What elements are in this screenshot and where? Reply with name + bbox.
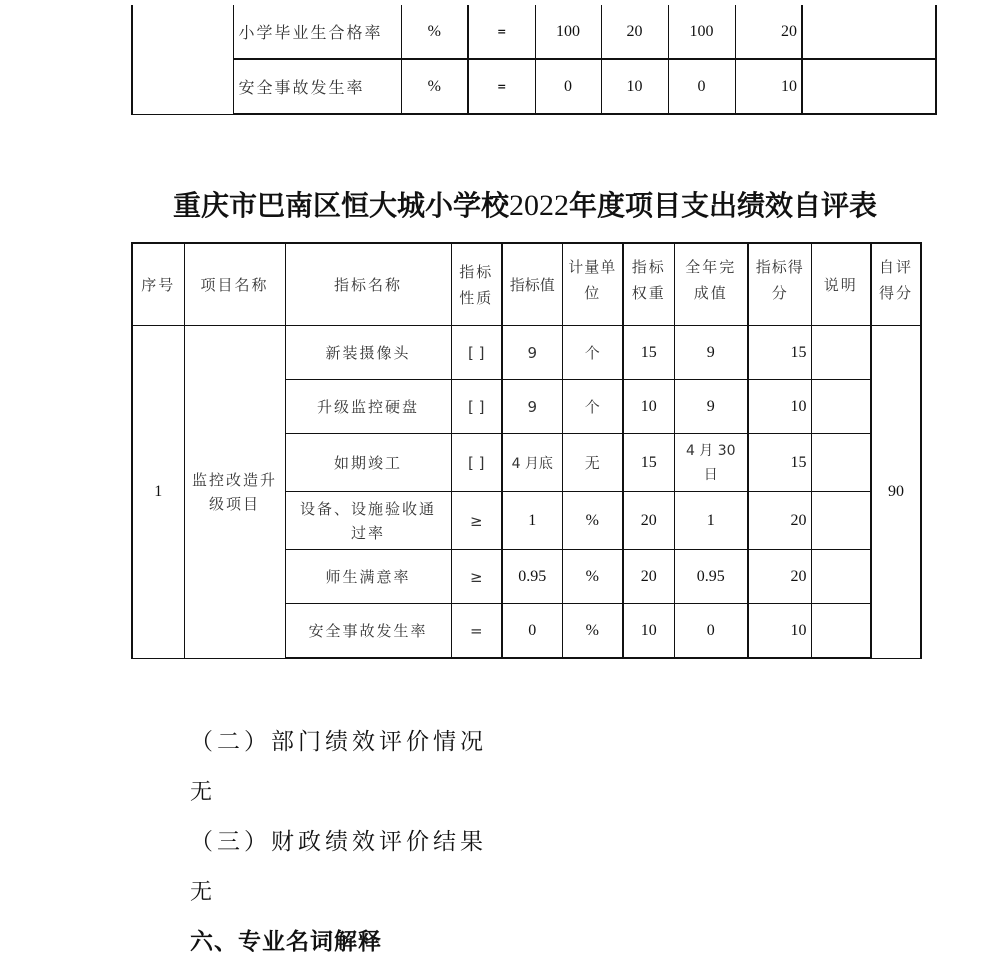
header-note: 说明 [811,243,871,326]
target-cell: 0 [535,59,601,114]
header-unit-line2: 位 [584,283,601,302]
score-cell: 15 [748,434,811,492]
project-name-line1: 监控改造升 [191,470,277,489]
performance-table [131,242,922,659]
header-score [748,243,811,326]
note-cell [811,326,871,380]
header-project-name: 项目名称 [184,243,285,326]
score-cell: 20 [748,492,811,550]
actual-cell: 0.95 [674,550,748,604]
score-cell: 10 [748,380,811,434]
table-row [132,5,936,59]
header-weight-line1: 指标 [631,257,666,276]
nature-cell: = [468,59,535,114]
nature-cell: [ ] [451,434,502,492]
seq-cell: 1 [132,326,184,659]
indicator-cell: 新装摄像头 [285,326,451,380]
actual-cell: 100 [668,5,735,59]
actual-cell: 9 [674,380,748,434]
nature-cell: ≥ [451,550,502,604]
note-cell [802,5,936,59]
unit-cell: 无 [562,434,623,492]
header-score-line2: 分 [771,283,788,302]
indicator-cell: 安全事故发生率 [285,604,451,659]
target-cell: 9 [502,380,562,434]
dept-eval-body: 无 [190,780,213,805]
weight-cell: 15 [623,326,674,380]
header-actual-line1: 全年完 [685,257,737,276]
weight-cell: 10 [623,604,674,659]
target-cell: 0 [502,604,562,659]
nature-cell: ≥ [451,492,502,550]
indicator-cell [285,492,451,550]
project-name-cell [184,326,285,659]
target-cell: 100 [535,5,601,59]
finance-eval-heading: （三）财政绩效评价结果 [190,829,487,855]
weight-cell: 20 [601,5,668,59]
header-self-score-line2: 得分 [878,283,913,302]
indicator-line1: 设备、设施验收通 [299,499,436,518]
unit-cell: % [562,492,623,550]
actual-cell: 9 [674,326,748,380]
header-actual [674,243,748,326]
header-actual-line2: 成值 [693,283,728,302]
unit-cell: 个 [562,380,623,434]
actual-cell: 0 [668,59,735,114]
unit-cell: % [562,604,623,659]
note-cell [811,492,871,550]
weight-cell: 20 [623,492,674,550]
note-cell [811,550,871,604]
unit-cell: % [401,5,468,59]
nature-cell: [ ] [451,380,502,434]
unit-cell: 个 [562,326,623,380]
header-weight-line2: 权重 [631,283,666,302]
header-unit-line1: 计量单 [568,257,617,276]
header-self-score [871,243,921,326]
nature-cell: = [468,5,535,59]
unit-cell: % [401,59,468,114]
target-cell: 0.95 [502,550,562,604]
note-cell [811,380,871,434]
weight-cell: 10 [601,59,668,114]
table-header-row [132,243,921,326]
note-cell [811,434,871,492]
self-score-cell: 90 [871,326,921,659]
nature-cell: = [451,604,502,659]
previous-table-continuation [131,5,937,115]
actual-cell: 1 [674,492,748,550]
header-indicator-name: 指标名称 [285,243,451,326]
header-self-score-line1: 自评 [878,257,913,276]
score-cell: 20 [748,550,811,604]
actual-cell: 0 [674,604,748,659]
actual-line2: 日 [703,466,718,483]
title-year: 2022 [509,189,569,222]
note-cell [802,59,936,114]
target-cell: 1 [502,492,562,550]
weight-cell: 10 [623,380,674,434]
indicator-cell: 师生满意率 [285,550,451,604]
header-nature-line1: 指标 [459,262,494,281]
score-cell: 20 [735,5,802,59]
unit-cell: % [562,550,623,604]
target-cell: 9 [502,326,562,380]
score-cell: 10 [748,604,811,659]
title-suffix: 年度项目支出绩效自评表 [569,189,878,222]
table-row [132,326,921,380]
header-seq: 序号 [132,243,184,326]
terms-heading: 六、专业名词解释 [190,929,382,955]
header-unit [562,243,623,326]
indicator-cell: 如期竣工 [285,434,451,492]
score-cell: 10 [735,59,802,114]
header-nature-line2: 性质 [459,288,494,307]
header-score-line1: 指标得 [755,257,804,276]
title-prefix: 重庆市巴南区恒大城小学校 [172,189,509,222]
header-target: 指标值 [502,243,562,326]
finance-eval-body: 无 [190,880,213,905]
note-cell [811,604,871,659]
weight-cell: 20 [623,550,674,604]
table-row [132,59,936,114]
indicator-cell: 安全事故发生率 [233,59,401,114]
target-cell: 4 月底 [502,434,562,492]
merged-cell [132,5,233,114]
project-name-line2: 级项目 [208,494,260,513]
weight-cell: 15 [623,434,674,492]
header-nature [451,243,502,326]
indicator-cell: 升级监控硬盘 [285,380,451,434]
page-title [0,184,1000,224]
score-cell: 15 [748,326,811,380]
header-weight [623,243,674,326]
indicator-line2: 过率 [350,523,385,542]
actual-line1: 4 月 30 [685,442,736,459]
nature-cell: [ ] [451,326,502,380]
actual-cell [674,434,748,492]
indicator-cell: 小学毕业生合格率 [233,5,401,59]
dept-eval-heading: （二）部门绩效评价情况 [190,729,487,755]
